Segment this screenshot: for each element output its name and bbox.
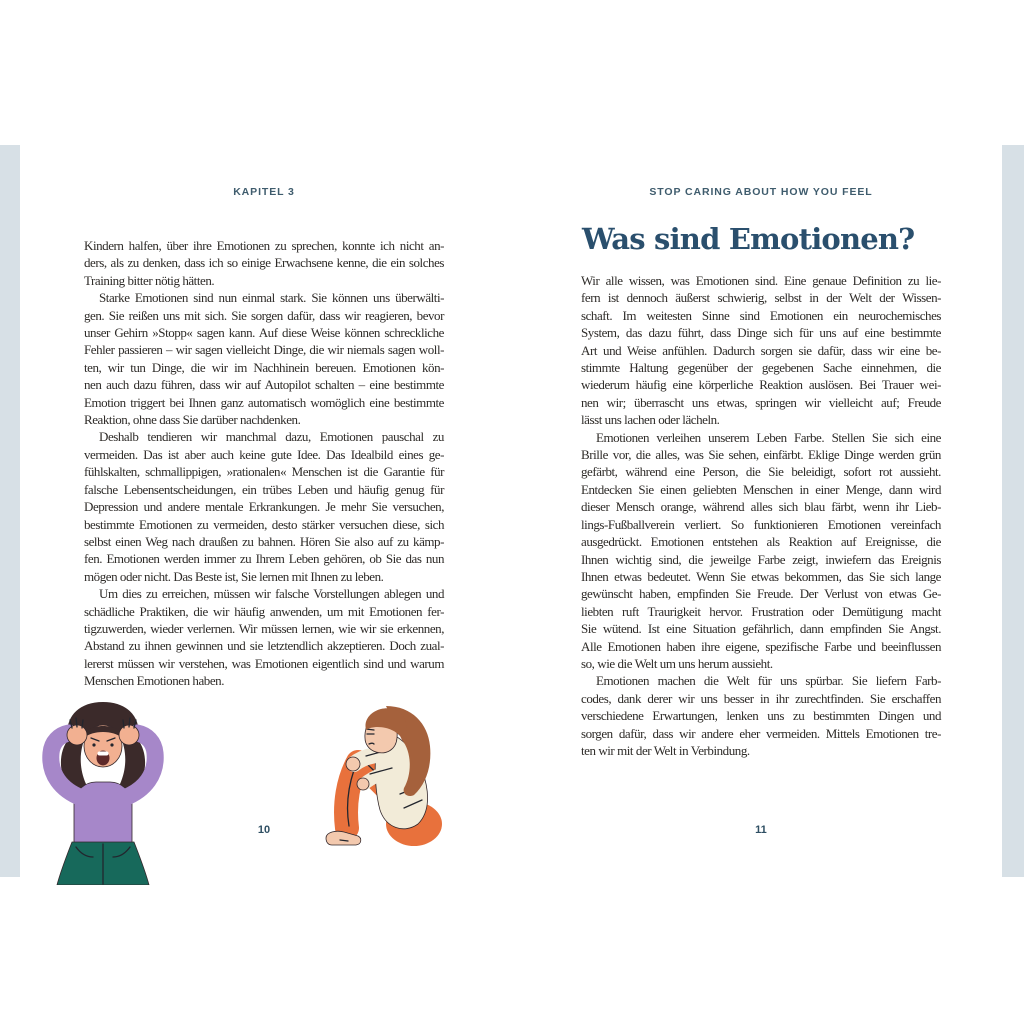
right-running-header: STOP CARING ABOUT HOW YOU FEEL: [649, 186, 873, 198]
body-text-line: ten, wir tun Dinge, die wir im Nachhinein bereuen. Emotionen kön-: [84, 359, 444, 375]
body-text-line: schädliche Praktiken, die wir häufig anwenden, um mit Emotionen fer-: [84, 603, 444, 619]
body-text-line: ausgedrückt. Emotionen entstehen als Reaktion auf Ereignisse, die: [581, 534, 941, 550]
body-text-line: Wir alle wissen, was Emotionen sind. Eine genaue Definition zu lie-: [581, 273, 941, 288]
body-text-line: fühlskalten, schmallippigen, »rationalen« Menschen ist die Garantie für: [84, 464, 444, 480]
body-text-line: nen auch dazu führen, dass wir auf Autopilot schalten – eine bestimmte: [84, 377, 444, 393]
body-text-line: falsche Lebensentscheidungen, ein trübes Leben und häufig genug für: [84, 481, 444, 497]
hand: [357, 778, 369, 790]
body-text-line: Alle Emotionen haben ihre eigene, spezifische Farbe und beeinflussen: [581, 638, 941, 654]
body-text-line: stimmte Haltung gegenüber der gegebenen Sache einnehmen, die: [581, 360, 941, 376]
body-text-line: Abstand zu ihnen gewinnen und sie letztendlich akzeptieren. Doch zual-: [84, 638, 444, 654]
body-text-line: lererst müssen wir verstehen, was Emotionen eigentlich sind und warum: [84, 655, 444, 671]
body-text-line: Art und Weise anfühlen. Dadurch sorgen sie dafür, dass wir eine be-: [581, 342, 941, 358]
body-text-line: lings-Fußballverein verliert. So funktionieren Emotionen vereinfach: [581, 516, 941, 532]
body-text-line: System, das dazu führt, dass Dinge sich für uns auf eine bestimmte: [581, 325, 941, 341]
upper-arm: [354, 754, 400, 764]
body-text-line: verschiedene Erwartungen, lenken uns zu bestimmten Dingen und: [581, 708, 941, 724]
body-text-line: fern ist dennoch äußerst schwierig, selbst in der Welt der Wissen-: [581, 290, 941, 306]
body-text-line: Entdecken Sie einen geliebten Menschen in einer Menge, dann wird: [581, 481, 941, 497]
body-text-line: so, wie die Welt um uns herum aussieht.: [581, 655, 773, 671]
chapter-title: Was sind Emotionen?: [582, 222, 915, 256]
left-page-number: 10: [257, 824, 271, 836]
body-text-line: vermeiden. Das ist aber auch keine gute Idee. Das Idealbild eines ge-: [84, 446, 444, 462]
body-text-line: wiederum häufig eine körperliche Reaktion auslösen. Bei Trauer wei-: [581, 377, 941, 393]
body-text-line: Ihnen wichtig sind, die jeweilge Farbe zeigt, inwiefern das Ereignis: [581, 551, 941, 567]
eye: [110, 743, 113, 746]
body-text-line: Starke Emotionen sind nun einmal stark. Sie können uns überwälti-: [99, 290, 444, 306]
stressed-woman-illustration: [28, 692, 178, 885]
body-text-line: Ihnen etwas bedeutet. Wenn Sie etwas bekommen, das Sie sich lange: [581, 568, 941, 584]
eye: [92, 743, 95, 746]
right-page-body-text: [581, 272, 941, 759]
body-text-line: gen. Sie reißen uns mit sich. Sie sorgen dafür, dass wir reagieren, bevor: [84, 307, 444, 323]
body-text-line: tigzuwerden, wieder verlernen. Wir müssen lernen, wie wir sie erkennen,: [84, 620, 444, 636]
body-text-line: Menschen Emotionen haben.: [84, 673, 225, 689]
body-text-line: schaft. Im weitesten Sinne sind Emotionen ein neurochemisches: [581, 307, 941, 323]
body-text-line: sorgen dafür, dass wir andere eher vermeiden. Mittels Emotionen tre-: [581, 725, 941, 741]
body-text-line: Emotionen verleihen unserem Leben Farbe. Stellen Sie sich eine: [596, 429, 941, 445]
body-text-line: liebten ruft Traurigkeit hervor. Frustration oder Demütigung macht: [581, 603, 941, 619]
left-running-header: KAPITEL 3: [233, 186, 295, 198]
sad-sitting-woman-illustration: [296, 700, 460, 855]
body-text-line: dieser Mensch orange, während alles sich blau färbt, wenn ihr Lieb-: [581, 499, 941, 515]
body-text-line: lässt uns lachen oder lächeln.: [581, 412, 720, 428]
body-text-line: Deshalb tendieren wir manchmal dazu, Emotionen pauschal zu: [99, 429, 444, 445]
body-text-line: fen. Emotionen werden immer zu Ihrem Leben gehören, ob Sie das nun: [84, 551, 444, 567]
body-text-line: ders, als zu denken, dass ich so einige Erwachsene kenne, die ein solches: [84, 255, 444, 271]
left-page-body-text: [84, 237, 444, 690]
body-text-line: gefärbt, während eine Person, die Sie beleidigt, sofort rot aussieht.: [581, 464, 941, 480]
body-text-line: Emotionen machen die Welt für uns spürbar. Sie liefern Farb-: [596, 673, 941, 689]
body-text-line: bestimmte Emotionen zu vermeiden, desto stärker versuchen diese, sich: [84, 516, 444, 532]
body-text-line: Brille vor, die alles, was Sie sehen, einfärbt. Eklige Dinge werden grün: [581, 447, 941, 463]
body-text-line: gewünscht haben, empfinden Sie Freude. Der Verlust von etwas Ge-: [581, 586, 941, 602]
teeth: [98, 752, 109, 756]
body-text-line: mögen oder nicht. Das Beste ist, Sie lernen mit Ihnen zu leben.: [84, 568, 384, 584]
body-text-line: Reaktion, ohne dass Sie darüber nachdenken.: [84, 412, 301, 428]
right-hand: [119, 725, 139, 745]
left-hand: [67, 725, 87, 745]
body-text-line: selbst einen Weg nach draußen zu bahnen. Hören Sie also auf zu kämp-: [84, 533, 444, 549]
body-text-line: Depression und andere mentale Erkrankungen. Je mehr Sie versuchen,: [84, 499, 444, 515]
body-text-line: ten wir mit der Welt in Verbindung.: [581, 742, 750, 758]
body-text-line: Fehler passieren – wir sagen vielleicht Dinge, die wir niemals sagen woll-: [84, 342, 444, 358]
body-text-line: nen wir; überrascht uns etwas, springen wir vielleicht auf; Freude: [581, 394, 941, 410]
body-text-line: Training bitter nötig hätten.: [84, 272, 215, 288]
body-text-line: unser Gehirn »Stopp« sagen kann. Auf diese Weise können schreckliche: [84, 325, 444, 341]
body-text-line: codes, dank derer wir uns besser in ihr zurechtfinden. Sie erschaffen: [581, 690, 941, 706]
right-page-number: 11: [755, 824, 767, 836]
body-text-line: Kindern halfen, über ihre Emotionen zu sprechen, konnte ich nicht an-: [84, 238, 444, 253]
body-text-line: Sie wütend. Ist eine Situation gefährlich, dann empfinden Sie Angst.: [581, 621, 941, 637]
body-text-line: Um dies zu erreichen, müssen wir falsche Vorstellungen ablegen und: [99, 586, 444, 602]
hand: [346, 757, 360, 771]
body-text-line: Emotion triggert bei Ihnen ganz automatisch womöglich eine bestimmte: [84, 394, 444, 410]
